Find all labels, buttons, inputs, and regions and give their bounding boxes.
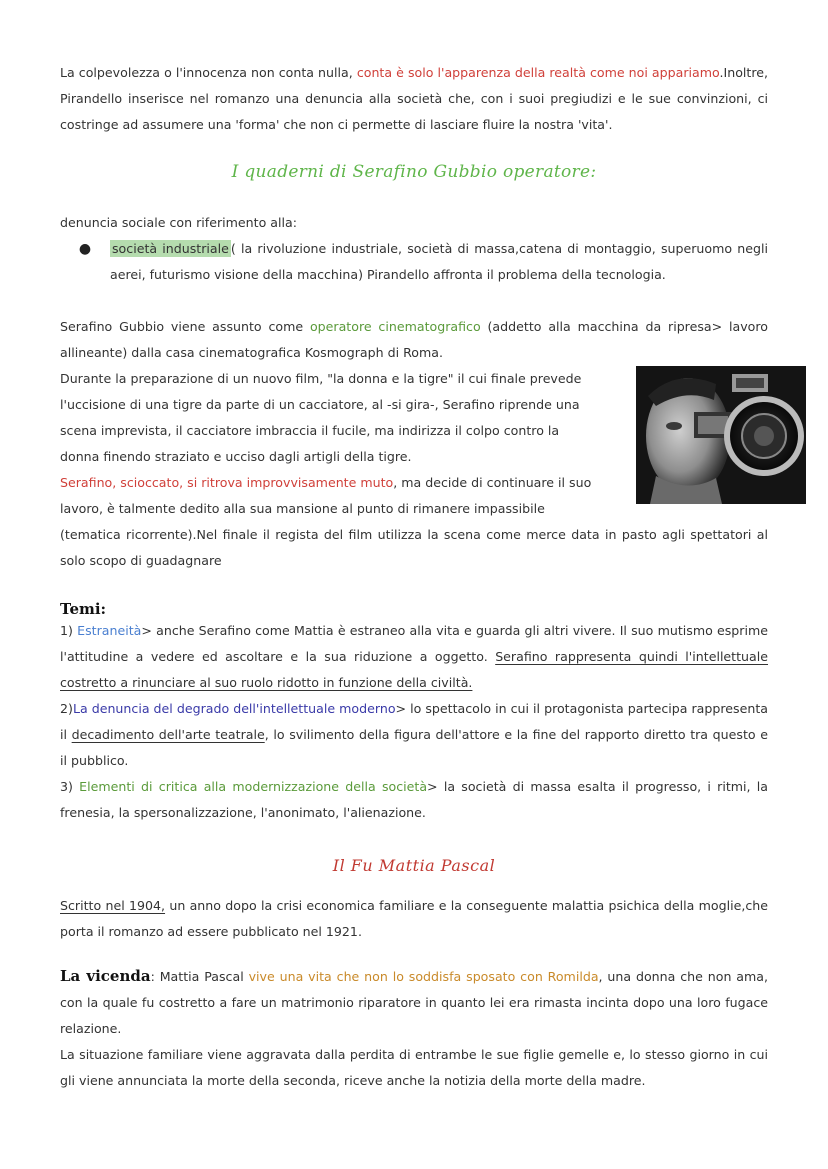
cameraman-image-icon — [636, 366, 806, 504]
wrap-line: lavoro, è talmente dedito alla sua mansione al punto di rimanere impassibile — [60, 501, 545, 516]
serafino-tail: (tematica ricorrente).Nel finale il regista del film utilizza la scena come merce data in pasto agli spettatori al solo scopo di guadagnare — [60, 527, 768, 568]
section-title-serafino: I quaderni di Serafino Gubbio operatore: — [231, 162, 597, 182]
mattia-intro: Scritto nel 1904, un anno dopo la crisi economica familiare e la conseguente malattia psichica della moglie,che porta il romanzo ad essere pubblicato nel 1921. — [60, 898, 768, 939]
tema-1: 1) Estraneità> anche Serafino come Mattia è estraneo alla vita e guarda gli altri vivere. Il suo mutismo esprime l'attitudine a vedere ed ascoltare e la sua riduzione a oggetto. Serafino rappresenta quindi l'intellettuale costretto a rinunciare al suo ruolo ridotto in funzione della civiltà. — [60, 623, 769, 690]
section-title-mattia: Il Fu Mattia Pascal — [332, 856, 496, 875]
serafino-block — [60, 314, 768, 574]
vicenda-paragraph-2: La situazione familiare viene aggravata dalla perdita di entrambe le sue figlie gemelle e, lo stesso giorno in cui gli viene annunciata la morte della seconda, riceve anche la notizia della morte della madre. — [60, 1047, 768, 1088]
document-page — [60, 60, 768, 1094]
wrap-line: scena imprevista, il cacciatore imbraccia il fucile, ma indirizza il colpo contro la — [60, 423, 560, 438]
temi-heading: Temi: — [60, 600, 107, 618]
wrap-line: Durante la preparazione di un nuovo film, "la donna e la tigre" il cui finale prevede — [60, 371, 582, 386]
wrap-line: l'uccisione di una tigre da parte di un cacciatore, al -si gira-, Serafino riprende una — [60, 397, 580, 412]
red-highlight-text: conta è solo l'apparenza della realtà come noi appariamo — [356, 65, 720, 80]
intro-paragraph: La colpevolezza o l'innocenza non conta nulla, conta è solo l'apparenza della realtà come noi appariamo.Inoltre, Pirandello inserisce nel romanzo una denuncia alla società che, con i suoi pregiudizi e le sue convinzioni, ci costringe ad assumere una 'forma' che non ci permette di lasciare fluire la nostra 'vita'. — [60, 65, 769, 132]
highlighted-term: società industriale — [112, 241, 229, 256]
tema-2: 2)La denuncia del degrado dell'intellettuale moderno> lo spettacolo in cui il protagonista partecipa rappresenta il decadimento dell'arte teatrale, lo svilimento della figura dell'attore e la fine del rapporto diretto tra questo e il pubblico. — [60, 701, 768, 768]
cameraman-photo — [636, 366, 806, 504]
bullet-item: ● società industriale ( la rivoluzione industriale, società di massa,catena di montaggio, superuomo negli aerei, futurismo visione della macchina) Pirandello affronta il problema della tecnologia. — [60, 236, 768, 288]
vicenda-label: La vicenda — [60, 967, 151, 985]
serafino-paragraph: Serafino Gubbio viene assunto come operatore cinematografico (addetto alla macchina da ripresa> lavoro allineante) dalla casa cinematografica Kosmograph di Roma. — [60, 319, 768, 360]
vicenda-paragraph: La vicenda: Mattia Pascal vive una vita che non lo soddisfa sposato con Romilda, una donna che non ama, con la quale fu costretto a fare un matrimonio riparatore in quanto lei era rimasta incinta dopo una loro fugace relazione. — [60, 967, 769, 1036]
bullet-dot-icon: ● — [78, 241, 92, 257]
lead-text: denuncia sociale con riferimento alla: — [60, 215, 297, 230]
tema-3: 3) Elementi di critica alla modernizzazione della società> la società di massa esalta il progresso, i ritmi, la frenesia, la spersonalizzazione, l'anonimato, l'alienazione. — [60, 779, 768, 820]
wrap-line: donna finendo straziato e ucciso dagli artigli della tigre. — [60, 449, 412, 464]
wrap-line: Serafino, scioccato, si ritrova improvvisamente muto, ma decide di continuare il suo — [60, 475, 592, 490]
